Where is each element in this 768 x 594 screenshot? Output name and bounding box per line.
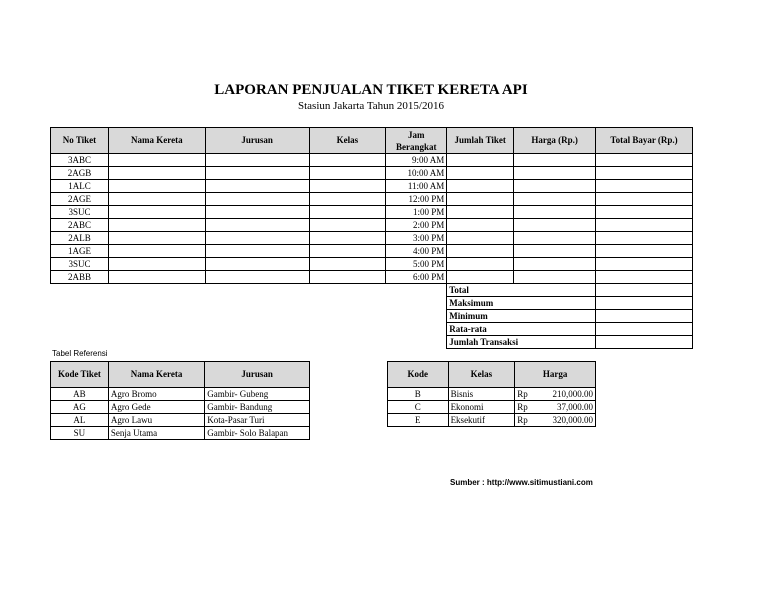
table-cell (309, 206, 386, 219)
table-row (51, 271, 693, 284)
cell-jam: 11:00 AM (386, 180, 447, 193)
table-cell (108, 232, 205, 245)
cell-jurusan: Gambir- Gubeng (205, 388, 310, 401)
table-cell (514, 232, 596, 245)
summary-value (596, 336, 693, 349)
table-cell (309, 180, 386, 193)
table-row (51, 245, 693, 258)
summary-row (51, 297, 693, 310)
col-header: Harga (Rp.) (514, 128, 596, 154)
table-cell (205, 245, 309, 258)
table-cell (596, 245, 693, 258)
col-header: Kelas (309, 128, 386, 154)
table-header-row (51, 128, 693, 154)
cell-no-tiket: 2ALB (51, 232, 109, 245)
cell-jam: 1:00 PM (386, 206, 447, 219)
summary-value (596, 284, 693, 297)
cell-no-tiket: 2AGB (51, 167, 109, 180)
table-cell (309, 258, 386, 271)
cell-kode: B (388, 388, 449, 401)
table-cell (205, 232, 309, 245)
table-cell (309, 245, 386, 258)
table-cell (309, 167, 386, 180)
source-note: Sumber : http://www.sitimustiani.com (450, 478, 593, 487)
blank-cell (51, 323, 447, 336)
cell-jam: 6:00 PM (386, 271, 447, 284)
cell-jam: 10:00 AM (386, 167, 447, 180)
sales-table (50, 127, 693, 349)
summary-label: Rata-rata (447, 323, 596, 336)
table-row (51, 193, 693, 206)
col-header: Nama Kereta (108, 362, 204, 388)
table-cell (447, 206, 514, 219)
summary-row (51, 323, 693, 336)
table-row (51, 206, 693, 219)
table-cell (205, 167, 309, 180)
table-cell (596, 167, 693, 180)
cell-jam: 4:00 PM (386, 245, 447, 258)
table-cell (108, 154, 205, 167)
cell-currency: Rp (515, 388, 531, 401)
col-header: Jurusan (205, 362, 310, 388)
table-cell (309, 193, 386, 206)
cell-jam: 9:00 AM (386, 154, 447, 167)
table-cell (108, 167, 205, 180)
table-row (388, 401, 596, 414)
cell-no-tiket: 3SUC (51, 206, 109, 219)
blank-cell (51, 336, 447, 349)
table-row (51, 167, 693, 180)
cell-no-tiket: 2ABC (51, 219, 109, 232)
cell-kode: AL (51, 414, 109, 427)
col-header: Total Bayar (Rp.) (596, 128, 693, 154)
summary-label: Total (447, 284, 596, 297)
cell-nama: Agro Gede (108, 401, 204, 414)
cell-nama: Agro Bromo (108, 388, 204, 401)
table-cell (447, 180, 514, 193)
table-cell (514, 271, 596, 284)
blank-cell (51, 284, 447, 297)
cell-currency: Rp (515, 401, 531, 414)
table-cell (596, 193, 693, 206)
cell-kode: SU (51, 427, 109, 440)
table-row (51, 414, 310, 427)
col-header: Jam Berangkat (386, 128, 447, 154)
table-header-row (51, 362, 310, 388)
cell-kelas: Eksekutif (448, 414, 515, 427)
summary-value (596, 323, 693, 336)
table-cell (309, 271, 386, 284)
cell-jurusan: Gambir- Solo Balapan (205, 427, 310, 440)
page-title: LAPORAN PENJUALAN TIKET KERETA API (214, 82, 528, 98)
table-cell (447, 219, 514, 232)
col-header: Jurusan (205, 128, 309, 154)
cell-no-tiket: 3SUC (51, 258, 109, 271)
table-cell (108, 245, 205, 258)
cell-no-tiket: 2AGE (51, 193, 109, 206)
summary-label: Jumlah Transaksi (447, 336, 596, 349)
table-cell (205, 193, 309, 206)
cell-harga: 320,000.00 (531, 414, 596, 427)
table-cell (205, 219, 309, 232)
table-cell (309, 154, 386, 167)
col-header: No Tiket (51, 128, 109, 154)
summary-value (596, 297, 693, 310)
table-cell (447, 271, 514, 284)
table-cell (108, 258, 205, 271)
summary-label: Minimum (447, 310, 596, 323)
table-cell (309, 232, 386, 245)
table-cell (205, 154, 309, 167)
summary-label: Maksimum (447, 297, 596, 310)
table-row (51, 401, 310, 414)
table-cell (108, 206, 205, 219)
cell-no-tiket: 3ABC (51, 154, 109, 167)
summary-row (51, 284, 693, 297)
cell-kode: C (388, 401, 449, 414)
blank-cell (51, 297, 447, 310)
col-header: Kode Tiket (51, 362, 109, 388)
page-subtitle: Stasiun Jakarta Tahun 2015/2016 (298, 100, 444, 112)
table-cell (514, 193, 596, 206)
table-cell (447, 245, 514, 258)
table-row (51, 258, 693, 271)
table-cell (309, 219, 386, 232)
table-row (51, 427, 310, 440)
table-cell (205, 271, 309, 284)
table-cell (447, 232, 514, 245)
table-cell (447, 154, 514, 167)
table-cell (514, 206, 596, 219)
cell-jam: 5:00 PM (386, 258, 447, 271)
table-header-row (388, 362, 596, 388)
cell-nama: Agro Lawu (108, 414, 204, 427)
table-cell (514, 167, 596, 180)
table-row (51, 154, 693, 167)
cell-no-tiket: 1ALC (51, 180, 109, 193)
table-cell (108, 193, 205, 206)
table-cell (514, 219, 596, 232)
table-row (51, 388, 310, 401)
cell-no-tiket: 1AGE (51, 245, 109, 258)
cell-currency: Rp (515, 414, 531, 427)
col-header: Kelas (448, 362, 515, 388)
cell-jurusan: Kota-Pasar Turi (205, 414, 310, 427)
table-cell (108, 180, 205, 193)
table-cell (596, 271, 693, 284)
reference-table-train (50, 361, 310, 440)
summary-row (51, 310, 693, 323)
cell-kelas: Bisnis (448, 388, 515, 401)
table-row (388, 414, 596, 427)
reference-label: Tabel Referensi (52, 349, 108, 358)
summary-row (51, 336, 693, 349)
cell-nama: Senja Utama (108, 427, 204, 440)
table-cell (447, 167, 514, 180)
table-cell (514, 154, 596, 167)
table-row (388, 388, 596, 401)
table-cell (205, 180, 309, 193)
table-cell (596, 258, 693, 271)
table-cell (596, 219, 693, 232)
cell-kode: E (388, 414, 449, 427)
table-cell (514, 245, 596, 258)
cell-jam: 12:00 PM (386, 193, 447, 206)
cell-kode: AG (51, 401, 109, 414)
cell-jam: 3:00 PM (386, 232, 447, 245)
cell-jurusan: Gambir- Bandung (205, 401, 310, 414)
col-header: Kode (388, 362, 449, 388)
summary-value (596, 310, 693, 323)
table-cell (514, 258, 596, 271)
cell-kode: AB (51, 388, 109, 401)
table-cell (447, 193, 514, 206)
table-cell (596, 180, 693, 193)
table-cell (596, 206, 693, 219)
table-cell (108, 271, 205, 284)
table-cell (447, 258, 514, 271)
table-row (51, 219, 693, 232)
cell-jam: 2:00 PM (386, 219, 447, 232)
table-cell (108, 219, 205, 232)
cell-kelas: Ekonomi (448, 401, 515, 414)
reference-table-class (387, 361, 596, 427)
table-row (51, 232, 693, 245)
table-row (51, 180, 693, 193)
table-cell (205, 206, 309, 219)
cell-no-tiket: 2ABB (51, 271, 109, 284)
col-header: Harga (515, 362, 596, 388)
table-cell (596, 232, 693, 245)
table-cell (205, 258, 309, 271)
table-cell (514, 180, 596, 193)
cell-harga: 37,000.00 (531, 401, 596, 414)
cell-harga: 210,000.00 (531, 388, 596, 401)
table-cell (596, 154, 693, 167)
blank-cell (51, 310, 447, 323)
col-header: Nama Kereta (108, 128, 205, 154)
col-header: Jumlah Tiket (447, 128, 514, 154)
